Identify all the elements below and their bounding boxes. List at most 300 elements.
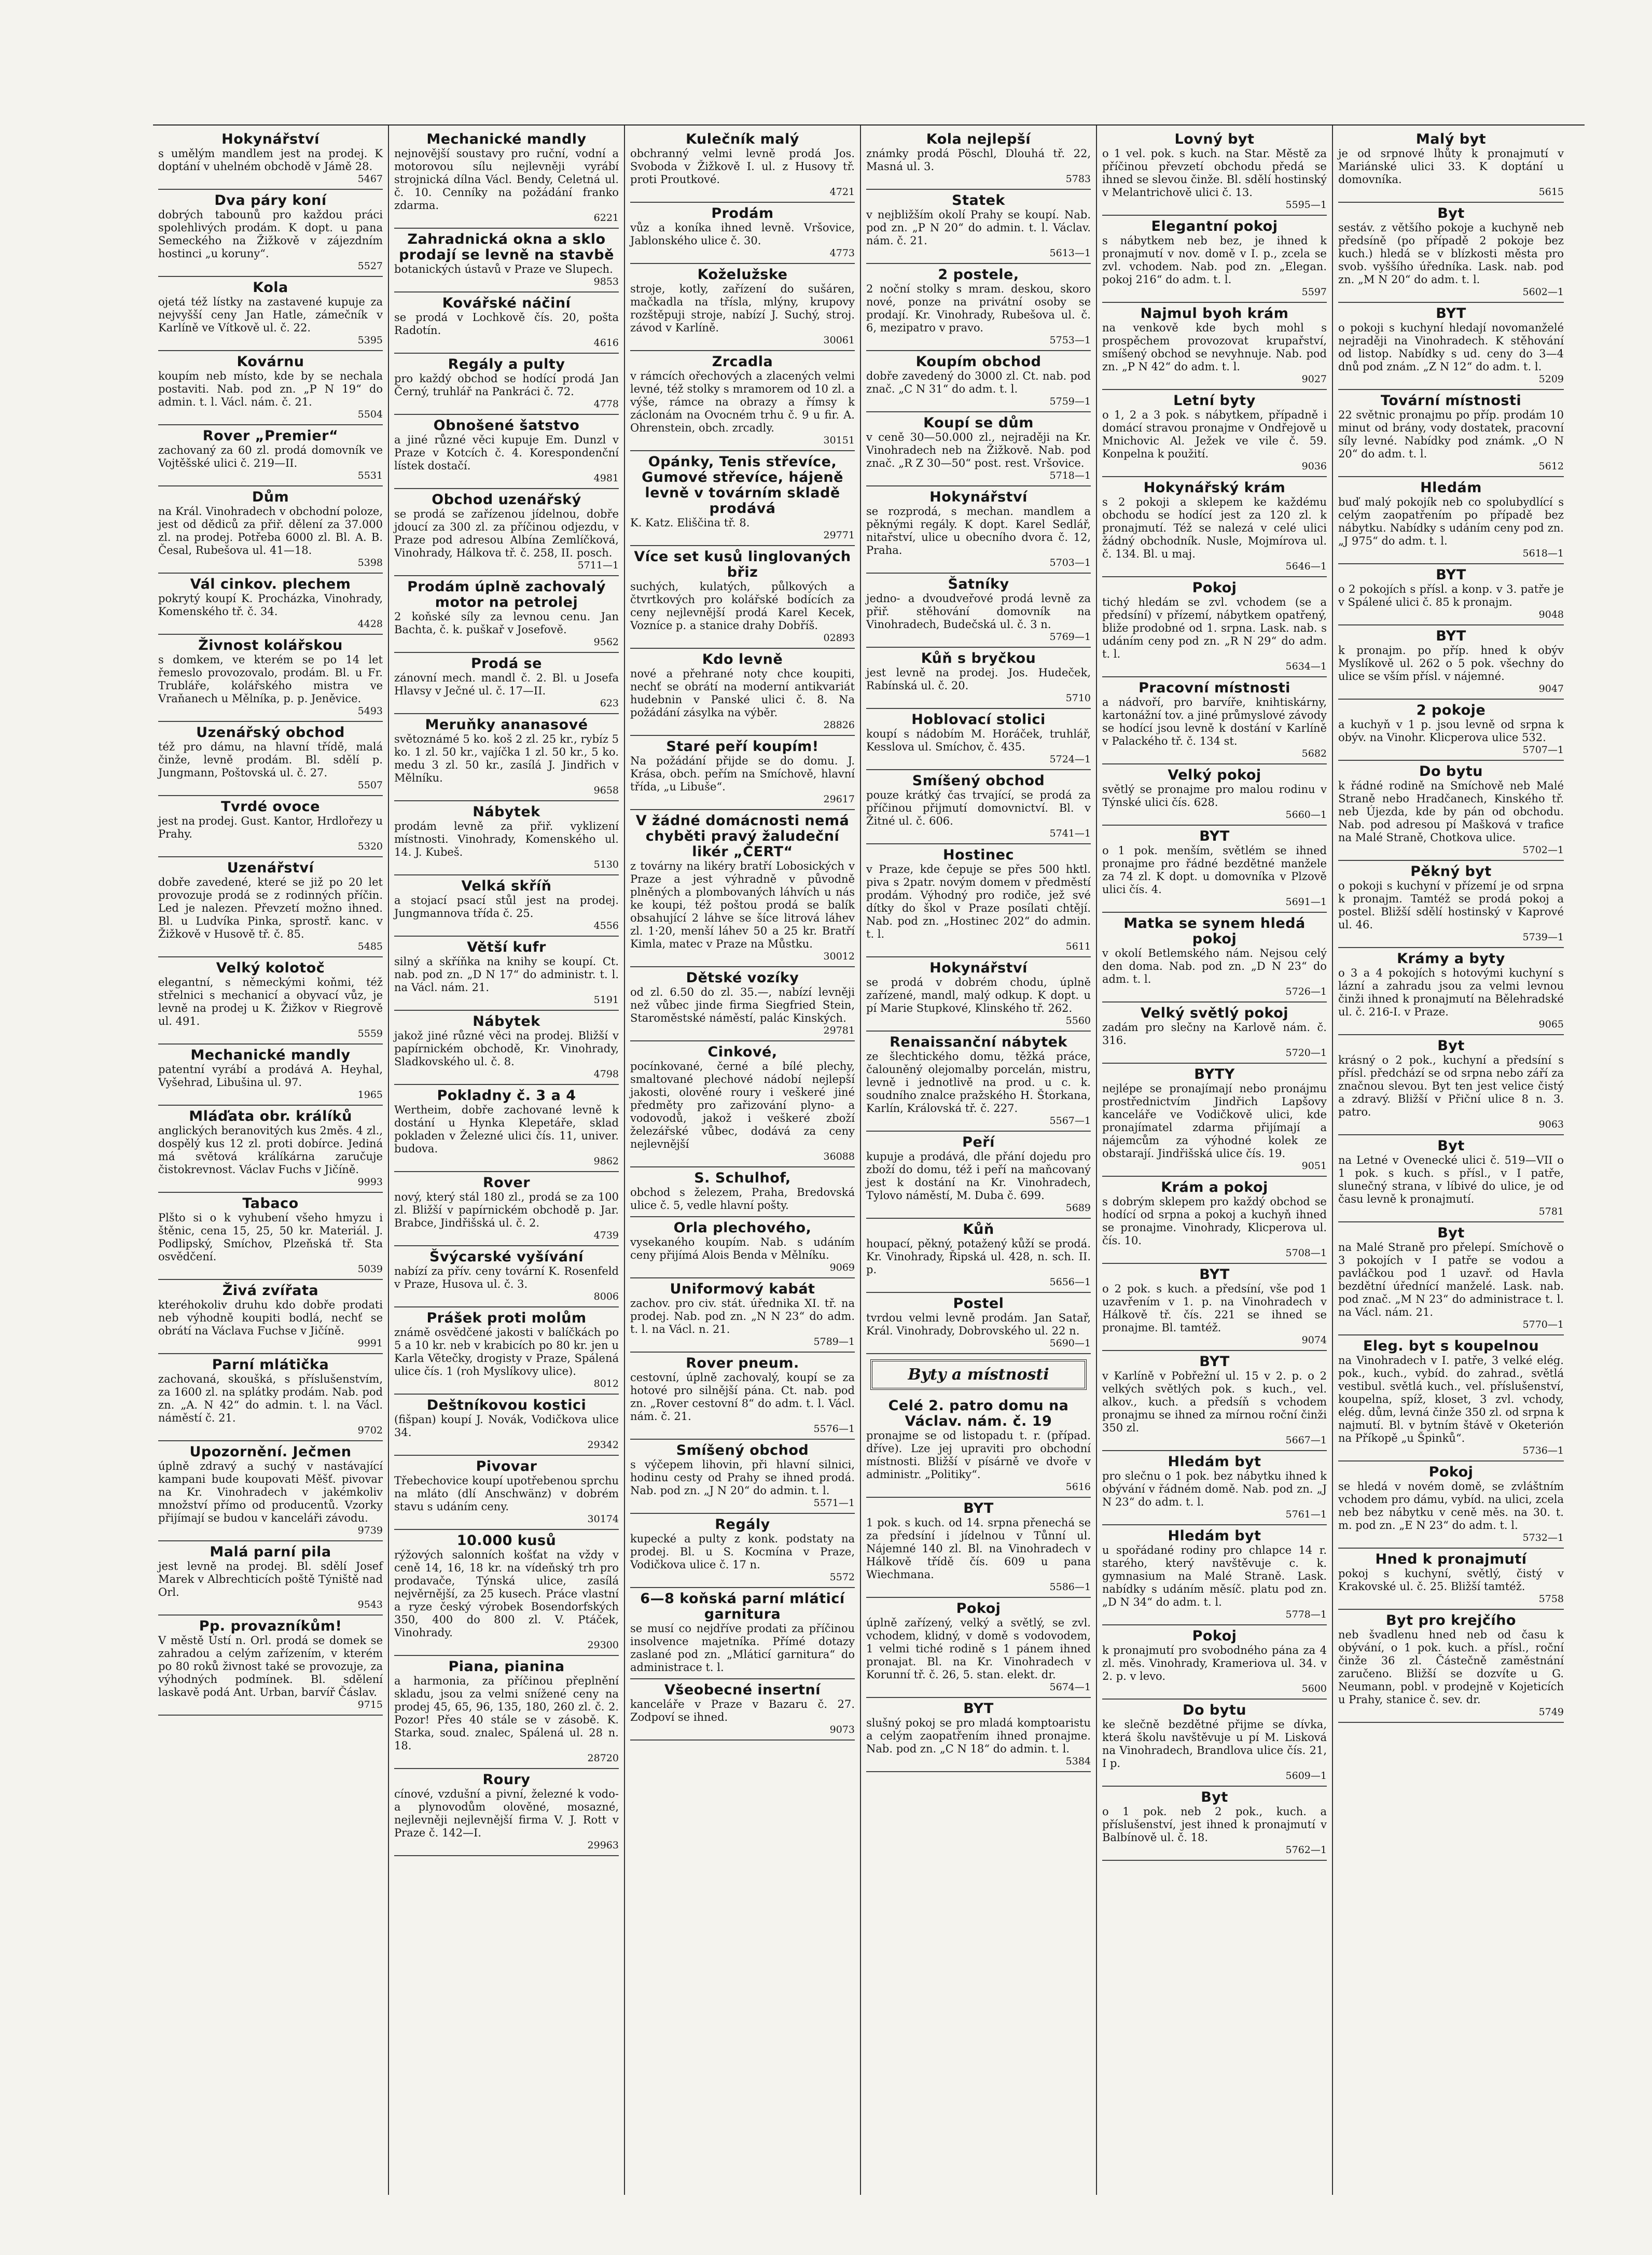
ad-number: 4556	[593, 920, 619, 931]
ad-text: na Malé Straně pro přelepí. Smíchově o 3 pokojích v I patře se vodou a pavláčkou pod 1 uzavř. od Havla bezdětní úřednící manželé. Lask. nab. pod znač. „M N 23“ do administrace t. l. na Václ. nám. 21.	[1338, 1241, 1564, 1318]
ad-text: a nádvoří, pro barvíře, knihtiskárny, kartonážní tov. a jiné průmyslové závody se hodící jsou levně k dostání v Karlíně v Palackého tř. č. 134 st.	[1102, 696, 1327, 747]
classified-ad	[158, 1541, 383, 1616]
ad-text: zachov. pro civ. stát. úřednika XI. tř. na prodej. Nab. pod zn. „N N 23“ do adm. t. l. na Václ. n. 21.	[630, 1297, 855, 1335]
ad-heading: Celé 2. patro domu na Václav. nám. č. 19	[888, 1398, 1069, 1429]
ad-number: 5600	[1301, 1683, 1327, 1694]
ad-text: k pronajm. po příp. hned k obýv Myslíkově ul. 262 o 5 pok. všechny do ulice se vším přísl. v nájemné.	[1338, 644, 1564, 683]
ad-number: 5615	[1538, 186, 1564, 198]
classified-ad	[1338, 390, 1564, 477]
ad-text: sestáv. z většího pokoje a kuchyně neb předsíně (po případě 2 pokoje bez kuch.) hledá se v blízkosti města pro svob. vyššího úředníka. Lask. nab. pod zn. „M N 20“ do adm. t. l.	[1338, 221, 1564, 286]
ad-heading: Pokoj	[1428, 1464, 1474, 1480]
ad-heading: Byt	[1201, 1789, 1228, 1805]
ad-number: 5467	[357, 173, 383, 185]
classified-ad	[158, 1106, 383, 1193]
ad-heading: Velká skříň	[461, 878, 552, 894]
ad-heading: Byt	[1437, 1038, 1465, 1054]
classified-ad	[1102, 1625, 1327, 1700]
classified-ad	[630, 129, 855, 203]
classified-ad	[1338, 1335, 1564, 1461]
ad-text: též pro dámu, na hlavní třídě, malá činže, levně prodám. Bl. sdělí p. Jungmann, Poštovská ul. č. 27.	[158, 741, 383, 779]
classified-ad	[394, 653, 619, 714]
classified-ad	[630, 351, 855, 451]
ad-number: 5762—1	[1285, 1844, 1327, 1856]
classified-ad	[1338, 477, 1564, 564]
ad-heading: Kovárnu	[237, 354, 304, 370]
ad-number: 4616	[593, 337, 619, 349]
classified-ad	[1102, 477, 1327, 577]
classified-ad	[866, 1219, 1091, 1293]
ad-text: kupecké a pulty z konk. podstaty na prodej. Bl. u S. Kocmína v Praze, Vodičkova ulice č. 17 n.	[630, 1533, 855, 1571]
ad-number: 29300	[587, 1639, 619, 1651]
ad-heading: Krám a pokoj	[1161, 1179, 1268, 1195]
classified-ad	[394, 801, 619, 875]
ad-heading: Tovární místnosti	[1380, 393, 1522, 409]
ad-number: 9543	[357, 1599, 383, 1610]
ad-text: k řádné rodině na Smíchově neb Malé Straně nebo Hradčanech, Kinského tř. neb Újezda, kde by pán od obchodu. Nab. pod adresou pí Mašková v trafice na Malé Straně, Chotkova ulice.	[1338, 779, 1564, 844]
ad-text: silný a skříňka na knihy se koupí. Ct. nab. pod zn. „D N 17“ do administr. t. l. na Václ. nám. 21.	[394, 955, 619, 994]
ad-heading: Cinkové,	[707, 1044, 778, 1060]
ad-number: 5130	[593, 859, 619, 870]
ad-number: 9047	[1538, 683, 1564, 694]
classified-ad	[866, 770, 1091, 844]
ad-number: 9993	[357, 1176, 383, 1188]
ad-text: cestovní, úplně zachovalý, koupí se za hotové pro silnější pána. Ct. nab. pod zn. „Rover cestovní 8“ do adm. t. l. Václ. nám. č. 21.	[630, 1371, 855, 1423]
classified-ad	[158, 425, 383, 486]
ad-number: 5703—1	[1049, 557, 1091, 568]
ad-text: o pokoji s kuchyní hledají novomanželé nejraději na Vinohradech. K stěhování od listop. Nabídky s ud. ceny do 3—4 dnů pod znám. „Z N 12“ do adm. t. l.	[1338, 322, 1564, 373]
classified-ad	[158, 635, 383, 722]
ad-heading: Postel	[953, 1296, 1004, 1312]
ad-heading: Rover pneum.	[686, 1355, 799, 1371]
ad-heading: BYT	[1436, 628, 1466, 644]
classified-ad	[866, 412, 1091, 486]
classified-ad	[866, 486, 1091, 574]
classified-ad	[1338, 303, 1564, 390]
ad-number: 9074	[1301, 1334, 1327, 1346]
classified-ad	[158, 574, 383, 635]
ad-text: s umělým mandlem jest na prodej. K doptání v uhelném obchodě v Jámě 28.	[158, 147, 383, 173]
ad-number: 9562	[593, 636, 619, 648]
ad-number: 5612	[1538, 461, 1564, 472]
ad-number: 5778—1	[1285, 1609, 1327, 1620]
ad-text: s dobrým sklepem pro každý obchod se hodící od srpna a pokoj a kuchyň ihned se pronajme. Vinohrady, Klicperova ul. čís. 10.	[1102, 1195, 1327, 1247]
classified-ad	[866, 648, 1091, 709]
classified-ad	[158, 722, 383, 796]
ad-text: a jiné různé věci kupuje Em. Dunzl v Praze v Kotcích č. 4. Korespondenční lístek dostačí.	[394, 434, 619, 472]
ad-text: buď malý pokojík neb co spolubydlící s celým zaopatřením po případě bez nábytku. Nabídky s udáním ceny pod zn. „J 975“ do adm. t. l.	[1338, 496, 1564, 547]
ad-heading: Hokynářství	[221, 131, 320, 147]
ad-number: 5753—1	[1049, 335, 1091, 346]
ad-heading: 6—8 koňská parní mláticí garnitura	[640, 1591, 845, 1622]
ad-text: ojetá též lístky na zastavené kupuje za nejvyšší ceny Jan Hatle, zámečník v Karlíně ve Vítkově ul. č. 22.	[158, 296, 383, 334]
ad-text: dobře zavedené, které se již po 20 let provozuje prodá se z rodinných příčin. Led je nalezen. Převzetí možno ihned. Bl. u Ludvíka Pinka, sprostř. kanc. v Žižkově v Husově tř. č. 85.	[158, 876, 383, 940]
ad-text: cínové, vzdušní a pivní, železné k vodo- a plynovodům olověné, mosazné, nejlevněji nejlevnější firma V. J. Rott v Praze č. 142—I.	[394, 1788, 619, 1839]
ad-number: 30151	[823, 435, 855, 446]
ad-number: 29963	[587, 1840, 619, 1851]
ad-text: v ceně 30—50.000 zl., nejraději na Kr. Vinohradech neb na Žižkově. Nab. pod znač. „R Z 30—50“ post. rest. Vršovice.	[866, 431, 1091, 469]
classified-ad	[630, 810, 855, 967]
classified-ad	[158, 1354, 383, 1441]
ad-text: pouze krátký čas trvající, se prodá za příčinou přijmutí domovnictví. Bl. v Žitné ul. č. 606.	[866, 789, 1091, 827]
column-2	[389, 126, 625, 2195]
ad-heading: Smíšený obchod	[676, 1442, 809, 1458]
ad-text: na Král. Vinohradech v obchodní poloze, jest od dědiců za přiř. dělení za 37.000 zl. na prodej. Potřeba 6000 zl. Bl. A. B. Česal, Rubešova ul. 41—18.	[158, 505, 383, 556]
classified-ad	[1338, 564, 1564, 625]
ad-number: 5493	[357, 705, 383, 717]
ad-heading: Nábytek	[473, 804, 540, 820]
ad-heading: Elegantní pokoj	[1151, 218, 1278, 234]
ad-heading: Parní mlátička	[212, 1357, 329, 1373]
ad-number: 1965	[357, 1089, 383, 1101]
ad-heading: Živnost kolářskou	[198, 637, 343, 653]
ad-number: 29342	[587, 1439, 619, 1451]
ad-text: pro každý obchod se hodící prodá Jan Černý, truhlář na Pankráci č. 72.	[394, 372, 619, 398]
ad-number: 4428	[357, 618, 383, 630]
ad-number: 30174	[587, 1513, 619, 1525]
ad-text: ke slečně bezdětné přijme se dívka, která školu navštěvuje u pí M. Lisková na Vinohradech, Brandlova ulice čís. 21, I p.	[1102, 1718, 1327, 1770]
ad-text: koupí s nádobím M. Horáček, truhlář, Kesslova ul. Smíchov, č. 435.	[866, 728, 1091, 753]
classified-ad	[394, 1246, 619, 1307]
ad-number: 5781	[1538, 1206, 1564, 1217]
classified-ad	[1338, 1135, 1564, 1222]
ad-heading: Staré peří koupím!	[666, 739, 819, 755]
classified-ad	[630, 1167, 855, 1217]
ad-heading: Velký kolotoč	[216, 960, 325, 976]
classified-ad	[1338, 1035, 1564, 1135]
classified-ad	[394, 354, 619, 415]
ad-number: 5749	[1538, 1706, 1564, 1718]
ad-text: v rámcích ořechových a zlacených velmi levné, též stolky s mramorem od 10 zl. a výše, rámce na obrazy a římsy k záclonám na Ovocném trhu č. 9 u fir. A. Ohrenstein, obch. zrcadly.	[630, 370, 855, 434]
classified-ad	[158, 796, 383, 857]
classified-ad	[1102, 1264, 1327, 1351]
ad-heading: BYT	[1199, 1354, 1230, 1370]
classified-ad	[630, 649, 855, 736]
ad-heading: Hledám byt	[1168, 1454, 1261, 1470]
ad-text: se rozprodá, s mechan. mandlem a pěknými regály. K dopt. Karel Sedlář, nitařství, ulice u obecního dvora č. 12, Praha.	[866, 505, 1091, 556]
ad-text: se prodá v Lochkově čís. 20, pošta Radotín.	[394, 311, 619, 337]
classified-ad	[1338, 203, 1564, 303]
ad-text: v nejbližším okolí Prahy se koupí. Nab. pod zn. „P N 20“ do admin. t. l. Václav. nám. č. 21.	[866, 208, 1091, 247]
ad-heading: BYT	[963, 1701, 994, 1717]
ad-text: a kuchyň v 1 p. jsou levně od srpna k obýv. na Vinohr. Klicperova ulice 532.	[1338, 718, 1564, 744]
ad-text: Wertheim, dobře zachované levně k dostání u Hynka Klepetáře, sklad pokladen v Železné ulici čís. 11, univer. budova.	[394, 1104, 619, 1155]
ad-heading: BYT	[1436, 305, 1466, 322]
classified-ad	[158, 1193, 383, 1280]
ad-heading: Uniformový kabát	[670, 1281, 815, 1297]
ad-text: stroje, kotly, zařízení do sušáren, mačkadla na třísla, mlýny, krupovy rozštěpuji stroje, nabízí J. Suchý, stroj. závod v Karlíně.	[630, 283, 855, 334]
ad-text: v Praze, kde čepuje se přes 500 hktl. piva s 2patr. novým domem v předměstí prodám. Výhodný pro rodiče, jež své dítky do škol v Praze posílati chtějí. Nab. pod zn. „Hostinec 202“ do admin. t. l.	[866, 863, 1091, 940]
ad-heading: Prodá se	[471, 656, 542, 672]
ad-text: nabízí za přív. ceny tovární K. Rosenfeld v Praze, Husova ul. č. 3.	[394, 1265, 619, 1290]
ad-text: zánovní mech. mandl č. 2. Bl. u Josefa Hlavsy v Ječné ul. č. 17—II.	[394, 672, 619, 697]
ad-heading: Statek	[952, 192, 1005, 208]
ad-number: 9991	[357, 1338, 383, 1349]
ad-heading: Mechanické mandly	[426, 131, 587, 147]
ad-number: 5674—1	[1049, 1681, 1091, 1693]
ad-heading: Tabaco	[242, 1195, 299, 1212]
ad-number: 5769—1	[1049, 631, 1091, 643]
ad-text: obchod s železem, Praha, Bredovská ulice č. 5, vedle hlavní pošty.	[630, 1186, 855, 1212]
classified-ad	[866, 574, 1091, 648]
ad-number: 5395	[357, 335, 383, 346]
ad-heading: Malá parní pila	[210, 1544, 331, 1560]
ad-text: pocínkované, černé a bílé plechy, smaltované plechové nádobí nejlepší jakosti, olověné roury i veškeré jiné předměty pro zařizování plyno- a vodovodů, jakož i veškeré zboží železářské vůbec, dodává za ceny nejlevnější	[630, 1060, 855, 1150]
classified-ad	[1338, 1222, 1564, 1335]
ad-heading: Renaissanční nábytek	[890, 1034, 1067, 1050]
ad-number: 4721	[829, 186, 855, 198]
ad-number: 5711—1	[577, 560, 619, 571]
ad-text: vysekaného koupím. Nab. s udáním ceny přijímá Alois Benda v Mělníku.	[630, 1236, 855, 1261]
ad-number: 5783	[1065, 173, 1091, 185]
ad-text: je od srpnové lhůty k pronajmutí v Mariánské ulici 33. K doptání u domovníka.	[1338, 147, 1564, 186]
ad-number: 5667—1	[1285, 1435, 1327, 1446]
ad-number: 9069	[829, 1262, 855, 1273]
ad-text: anglických beranovitých kus 2měs. 4 zl., dospělý kus 12 zl. proti dobírce. Jediná má světová králíkárna zaručuje čistokrevnost. Václav Fuchs v Jičíně.	[158, 1124, 383, 1176]
ad-number: 4981	[593, 472, 619, 484]
ad-text: krásný o 2 pok., kuchyní a předsíní s přísl. předchází se od srpna nebo září za značnou slevou. Byt ten jest velice čistý a zdravý. Bližší v Přiční ulice 8 n. 3. patro.	[1338, 1054, 1564, 1118]
ad-text: na Letné v Ovenecké ulici č. 519—VII o 1 pok. s kuch. s přísl., v I patře, slunečný strana, v líbivé do ulice, je od času levně k pronajmutí.	[1338, 1154, 1564, 1205]
classified-ad	[866, 844, 1091, 957]
ad-number: 4778	[593, 398, 619, 410]
ad-heading: Tvrdé ovoce	[221, 799, 320, 815]
ad-text: zadám pro slečny na Karlově nám. č. 316.	[1102, 1021, 1327, 1047]
ad-text: od zl. 6.50 do zl. 35.—, nabízí levněji než vůbec jinde firma Siegfried Stein, Staroměstské náměstí, palác Kinských.	[630, 986, 855, 1024]
classified-ad	[866, 1293, 1091, 1354]
ad-number: 9065	[1538, 1019, 1564, 1030]
ad-heading: Najmul byoh krám	[1140, 305, 1289, 322]
classified-ad	[630, 1440, 855, 1514]
ad-heading: Prodám	[711, 205, 774, 221]
ad-number: 5384	[1065, 1756, 1091, 1767]
ad-number: 9739	[357, 1525, 383, 1536]
ad-number: 29781	[823, 1025, 855, 1036]
classified-ad	[630, 264, 855, 351]
ad-number: 5761—1	[1285, 1509, 1327, 1520]
classified-ad	[866, 1498, 1091, 1598]
classified-ad	[158, 1441, 383, 1541]
classified-ad	[158, 486, 383, 574]
classified-ad	[630, 1278, 855, 1353]
ad-number: 29617	[823, 794, 855, 805]
classified-ad	[394, 1085, 619, 1172]
ad-number: 8012	[593, 1378, 619, 1389]
ad-number: 5320	[357, 841, 383, 852]
classified-ad	[630, 1353, 855, 1440]
ad-heading: Kola	[253, 280, 288, 296]
ad-heading: Hned k pronajmutí	[1375, 1551, 1527, 1567]
classified-ad	[158, 277, 383, 351]
ad-number: 5660—1	[1285, 809, 1327, 820]
classified-ad	[1102, 390, 1327, 477]
ad-number: 5646—1	[1285, 561, 1327, 572]
ad-heading: Hledám	[1420, 480, 1482, 496]
classified-ad	[1338, 700, 1564, 761]
classified-ad	[158, 190, 383, 277]
ad-heading: BYT	[1199, 1266, 1230, 1283]
ad-number: 9715	[357, 1699, 383, 1710]
ad-number: 5504	[357, 409, 383, 420]
ad-text: pokoj s kuchyní, světlý, čistý v Krakovské ul. č. 25. Bližší tamtéž.	[1338, 1567, 1564, 1593]
ad-number: 36088	[823, 1151, 855, 1162]
ad-number: 9027	[1301, 373, 1327, 385]
ad-number: 5597	[1301, 286, 1327, 298]
ad-heading: Byt	[1437, 205, 1465, 221]
ad-heading: Uzenářství	[227, 860, 314, 876]
ad-text: (fišpan) koupí J. Novák, Vodičkova ulice 34.	[394, 1413, 619, 1439]
ad-heading: Hokynářský krám	[1143, 480, 1286, 496]
ad-number: 5708—1	[1285, 1247, 1327, 1259]
ad-heading: Prášek proti molům	[426, 1310, 587, 1326]
classified-ad	[394, 1172, 619, 1246]
ad-heading: Šatníky	[948, 576, 1009, 592]
ad-number: 9051	[1301, 1160, 1327, 1172]
ad-text: vůz a koníka ihned levně. Vršovice, Jablonského ulice č. 30.	[630, 221, 855, 247]
ad-number: 5616	[1065, 1481, 1091, 1493]
ad-heading: Dva páry koní	[214, 192, 327, 208]
column-3	[625, 126, 861, 2195]
ad-text: s 2 pokoji a sklepem ke každému obchodu se hodící jest za 120 zl. k pronajmutí. Též se nalezá v celé ulici žádný obchodník. Nusle, Mojmírova ul. č. 134. Bl. u maj.	[1102, 496, 1327, 560]
classified-ad	[1338, 948, 1564, 1035]
ad-number: 5209	[1538, 373, 1564, 385]
classified-ad	[866, 190, 1091, 264]
ad-number: 5559	[357, 1028, 383, 1039]
ad-heading: Koupím obchod	[915, 354, 1042, 370]
ad-number: 5613—1	[1049, 247, 1091, 259]
ad-heading: Zrcadla	[712, 354, 773, 370]
classified-ad	[630, 736, 855, 810]
ad-number: 30012	[823, 951, 855, 962]
ad-text: na venkově kde bych mohl s prospěchem provozovat krupařství, smíšený obchod se nevyhnuje. Nab. pod zn. „P N 42“ do adm. t. l.	[1102, 322, 1327, 373]
classified-ad	[394, 1530, 619, 1656]
classified-ad	[1102, 1351, 1327, 1451]
ad-text: úplně zařízený, velký a světlý, se zvl. vchodem, klidný, v domě s vodovodem, 1 velmi tiché rodině s 1 pánem ihned pronajat. Bl. na Kr. Vinohradech v Korunní tř. č. 26, 5. stan. elekt. dr.	[866, 1617, 1091, 1681]
ad-text: prodám levně za přiř. vyklizení místnosti. Vinohrady, Komenského ul. 14. J. Kubeš.	[394, 820, 619, 858]
ad-heading: Byt	[1437, 1138, 1465, 1154]
classified-ad	[1338, 129, 1564, 203]
ad-text: 22 světnic pronajmu po příp. prodám 10 minut od brány, vody dostatek, pracovní síly levné. Nabídky pod známk. „O N 20“ do adm. t. l.	[1338, 409, 1564, 460]
ad-number: 5736—1	[1522, 1445, 1564, 1456]
ad-number: 4773	[829, 247, 855, 259]
ad-number: 5789—1	[813, 1336, 855, 1347]
ad-text: elegantní, s německými koňmi, též střelnici s mechanicí a obyvací vůz, je levně na prodej u K. Žižkov v Riegrově ul. 491.	[158, 976, 383, 1027]
ad-text: o 1, 2 a 3 pok. s nábytkem, případně i domácí stravou pronajme v Ondřejově u Mnichovic Al. Ježek ve vile č. 59. Konpelna k použití.	[1102, 409, 1327, 460]
classified-ad	[630, 1679, 855, 1741]
ad-heading: V žádné domácnosti nemá chyběti pravý žaludeční likér „ČERT“	[635, 813, 850, 860]
ad-number: 5739—1	[1522, 931, 1564, 943]
classified-ad	[394, 293, 619, 354]
ad-text: v okolí Betlemského nám. Nejsou celý den doma. Nab. pod zn. „D N 23“ do adm. t. l.	[1102, 947, 1327, 985]
ad-number: 5691—1	[1285, 896, 1327, 908]
ad-text: o 1 vel. pok. s kuch. na Star. Městě za příčinou převzetí obchodu předá se ihned se slevou činže. Bl. sdělí hostinský v Melantrichově ulici č. 13.	[1102, 147, 1327, 199]
ad-heading: Kola nejlepší	[926, 131, 1031, 147]
classified-ad	[158, 857, 383, 957]
classified-ad	[866, 1598, 1091, 1698]
ad-heading: Velký pokoj	[1168, 767, 1261, 783]
ad-text: známě osvědčené jakosti v balíčkách po 5 a 10 kr. neb v krabicích po 80 kr. jen u Karla Větečky, drogisty v Praze, Spálená ulice čís. 1 (roh Myslíkovy ulice).	[394, 1326, 619, 1377]
ad-text: o 1 pok. neb 2 pok., kuch. a příslušenství, jest ihned k pronajmutí v Balbínově ul. č. 18.	[1102, 1805, 1327, 1844]
classified-ad	[394, 489, 619, 576]
ad-heading: Mláďata obr. králíků	[189, 1108, 352, 1124]
classified-ad	[630, 203, 855, 264]
ad-number: 5618—1	[1522, 548, 1564, 559]
classified-ad	[1102, 826, 1327, 913]
ad-text: neb švadlenu hned neb od času k obývání, o 1 pok. kuch. a přísl., roční činže 36 zl. Částečně zaměstnání zaručeno. Bližší se dozvíte u G. Neumann, pobl. v prodejně v Kojeticích u Prahy, stanice č. sev. dr.	[1338, 1628, 1564, 1706]
ad-number: 623	[600, 698, 619, 709]
ad-heading: Velký světlý pokoj	[1141, 1005, 1288, 1021]
classified-ad	[866, 351, 1091, 412]
ad-heading: Letní byty	[1173, 393, 1256, 409]
classified-ad	[1102, 1064, 1327, 1177]
ad-heading: Malý byt	[1415, 131, 1487, 147]
classified-ad	[394, 1011, 619, 1085]
ad-text: suchých, kulatých, půlkových a čtvrtkových pro kolářské bodících za ceny nejlevnější prodá Karel Kecek, Vozníce p. a stanice drahy Dobříš.	[630, 580, 855, 632]
classified-ad	[866, 957, 1091, 1032]
ad-heading: BYTY	[1194, 1066, 1235, 1082]
ad-text: známky prodá Pöschl, Dlouhá tř. 22, Masná ul. 3.	[866, 147, 1091, 173]
ad-number: 5398	[357, 557, 383, 568]
ad-heading: Koželužske	[697, 267, 788, 283]
ad-heading: Pěkný byt	[1410, 864, 1492, 880]
ad-number: 5682	[1301, 748, 1327, 759]
classified-ad	[394, 229, 619, 293]
ad-heading: Matka se synem hledá pokoj	[1123, 915, 1306, 947]
ad-text: zachovaný za 60 zl. prodá domovník ve Vojtěšské ulici č. 219—II.	[158, 444, 383, 469]
ad-text: v Karlíně v Pobřežní ul. 15 v 2. p. o 2 velkých světlých pok. s kuch., vel. alkov., kuch. a předsíň s vchodem pronajmu se ihned za mírnou roční činži 350 zl.	[1102, 1370, 1327, 1434]
classified-ad	[394, 937, 619, 1011]
ad-heading: Živá zvířata	[222, 1283, 319, 1299]
ad-number: 5770—1	[1522, 1319, 1564, 1330]
classified-ad	[158, 1045, 383, 1106]
ad-heading: Dětské vozíky	[686, 970, 799, 986]
classified-ad	[394, 1395, 619, 1456]
classified-ad	[866, 1032, 1091, 1132]
ad-heading: Švýcarské vyšívání	[429, 1249, 584, 1265]
ad-heading: Mechanické mandly	[190, 1047, 351, 1063]
classified-ad	[394, 1769, 619, 1856]
ad-text: o pokoji s kuchyní v přízemí je od srpna k pronajm. Tamtéž se prodá pokoj a postel. Bližší sdělí hostinský v Kaprové ul. 46.	[1338, 880, 1564, 931]
ad-heading: Regály a pulty	[448, 356, 565, 372]
ad-number: 9036	[1301, 461, 1327, 472]
ad-heading: Peří	[962, 1134, 995, 1150]
ad-heading: S. Schulhof,	[694, 1170, 791, 1186]
classified-ad	[1102, 303, 1327, 390]
ad-heading: Byt	[1437, 1225, 1465, 1241]
ad-text: na Vinohradech v I. patře, 3 velké elég. pok., kuch., vybíd. do zahrad., světlá vestibul. světlá kuch., vel. příslušenství, koupelna, spíž, kloset, 3 zvl. vchody, elég. dům, levná činže 350 zl. od srpna k najmutí. Bl. v bytním štávě v Oketerión na Příkopě „u Špinků“.	[1338, 1354, 1564, 1444]
ad-text: patentní vyrábí a prodává A. Heyhal, Vyšehrad, Libušina ul. 97.	[158, 1063, 383, 1089]
ad-number: 5576—1	[813, 1423, 855, 1435]
ad-heading: Kdo levně	[702, 651, 783, 667]
ad-heading: Upozornění. Ječmen	[189, 1444, 352, 1460]
classified-ad	[1338, 1610, 1564, 1723]
classified-ad	[1338, 761, 1564, 861]
ad-heading: Rover	[482, 1175, 531, 1191]
ad-heading: Pokoj	[956, 1600, 1001, 1617]
ad-text: o 2 pok. s kuch. a předsíní, vše pod 1 uzavřením v 1. p. na Vinohradech v Hálkově tř. čís. 221 se ihned se pronajme. Bl. tamtéž.	[1102, 1283, 1327, 1334]
classified-ad	[158, 129, 383, 190]
classified-ad	[866, 709, 1091, 770]
classified-ad	[630, 546, 855, 649]
classified-ad	[1338, 1461, 1564, 1549]
ad-heading: Orla plechového,	[673, 1220, 812, 1236]
ad-text: o 1 pok. menším, světlém se ihned pronajme pro řádné bezdětné manžele za 74 zl. K dopt. u domovníka v Plzově ulici čís. 4.	[1102, 844, 1327, 896]
ad-number: 30061	[823, 335, 855, 346]
ad-number: 5732—1	[1522, 1532, 1564, 1543]
classified-ad	[866, 129, 1091, 190]
classified-ad	[1102, 216, 1327, 303]
ad-text: tvrdou velmi levně prodám. Jan Satař, Král. Vinohrady, Dobrovského ul. 22 n.	[866, 1312, 1091, 1337]
ad-heading: Pokoj	[1192, 580, 1237, 596]
ad-heading: BYT	[1199, 828, 1230, 844]
